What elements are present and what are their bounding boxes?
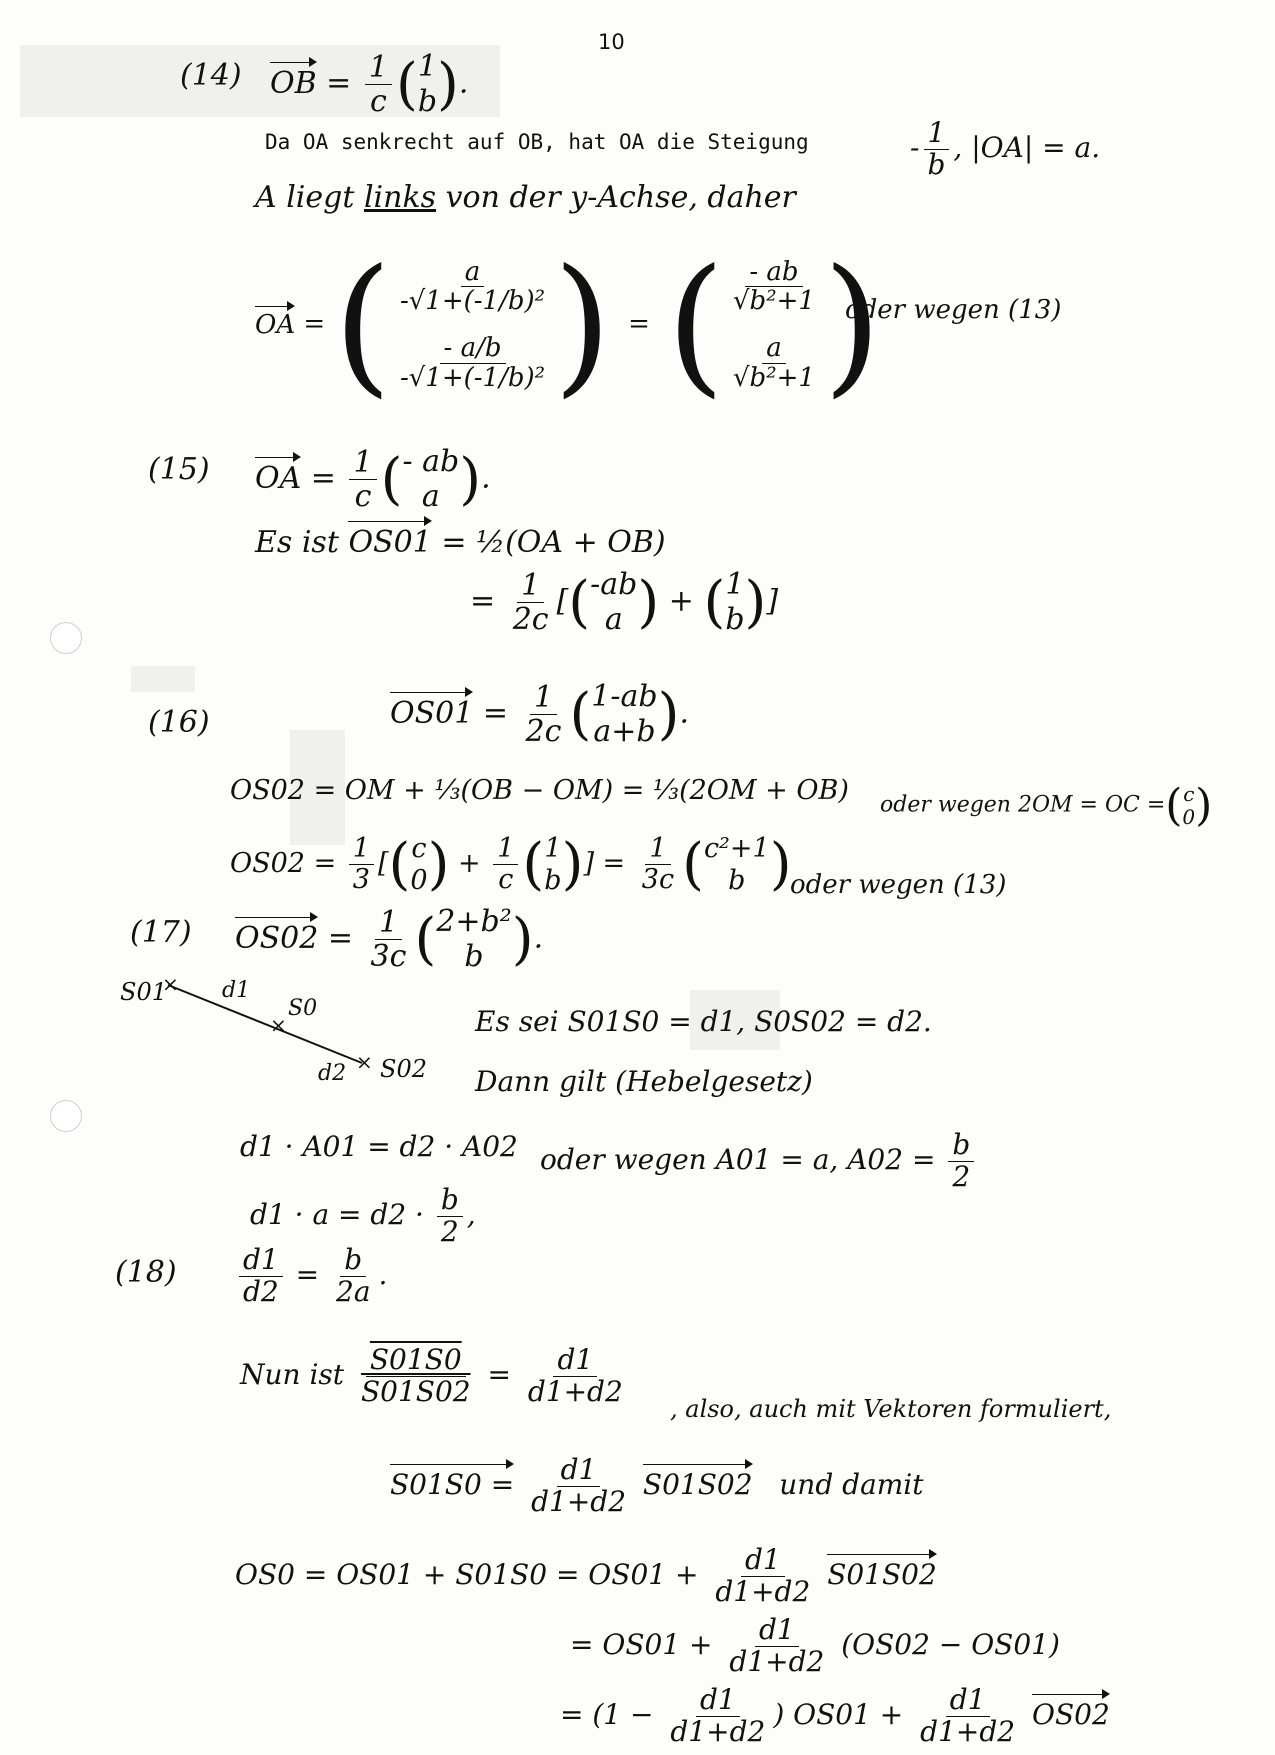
handwritten-line: d1 · a = d2 · $\frac{b}{2}$ , bbox=[250, 1183, 476, 1248]
equation-17: OS02 = $\frac{1}{3c}$ ( 2+b² b ). bbox=[235, 904, 544, 974]
equation-tag: (14) bbox=[180, 58, 242, 93]
handwritten-line: Es sei S01S0 = d1, S0S02 = d2. bbox=[475, 1005, 932, 1038]
equation-14: OB = $\frac{1}{c}$ ( 1 b ). bbox=[270, 49, 469, 119]
equation-tag: (17) bbox=[130, 915, 192, 950]
page-number: 10 bbox=[598, 30, 625, 54]
lever-line bbox=[168, 985, 362, 1063]
equation-tag: (16) bbox=[148, 705, 210, 740]
handwritten-line: Nun ist $\frac{S01S0}{S01S02}$ = $\frac{d1}{d1+d2}$ bbox=[240, 1343, 623, 1408]
handwritten-line: A liegt links von der y-Achse, daher bbox=[255, 180, 796, 215]
handwritten-line: S01S0 = $\frac{d1}{d1+d2}$ S01S02 und damit bbox=[390, 1453, 924, 1518]
equation-16: OS01 = $\frac{1}{2c}$ ( 1-ab a+b ). bbox=[390, 679, 690, 749]
handwritten-line: = OS01 + $\frac{d1}{d1+d2}$ (OS02 − OS01) bbox=[570, 1613, 1060, 1678]
cross-mark: × bbox=[356, 1050, 373, 1074]
label-s02: S02 bbox=[380, 1055, 427, 1083]
note-text: oder wegen A01 = a, A02 = $\frac{b}{2}$ bbox=[540, 1130, 978, 1193]
label-s01: S01 bbox=[120, 978, 167, 1006]
handwritten-line: Dann gilt (Hebelgesetz) bbox=[475, 1065, 813, 1098]
note-text: oder wegen (13) bbox=[845, 295, 1062, 325]
label-s0: S0 bbox=[288, 996, 318, 1021]
label-d2: d2 bbox=[318, 1061, 347, 1086]
typed-line: Da OA senkrecht auf OB, hat OA die Steigung bbox=[265, 130, 809, 154]
equation-tag: (15) bbox=[148, 452, 210, 487]
handwritten-line: = (1 − $\frac{d1}{d1+d2}$ ) OS01 + $\frac{d1}{d1+d2}$ OS02 bbox=[560, 1683, 1110, 1748]
handwritten-line: Es ist OS01 = ½(OA + OB) bbox=[255, 525, 666, 560]
equation-15: OA = $\frac{1}{c}$ ( - ab a ). bbox=[255, 444, 491, 514]
punch-hole bbox=[50, 1100, 82, 1132]
oa-matrix-equation: OA = ( $\frac{a}{\text{-√1+(-1/b)²}}$ $\frac{- a/b}{\text{-√1+(-1/b)²}}$ ) = ( $\frac{- ab}{\text{√b²+1}}$ $\frac{a}{\text{√b²+1}}$ ) bbox=[255, 238, 882, 412]
punch-hole bbox=[50, 622, 82, 654]
slope-value: - $\frac{1}{b}$ , |OA| = a. bbox=[910, 116, 1101, 181]
equation-tag: (18) bbox=[115, 1255, 177, 1290]
cross-mark: × bbox=[270, 1013, 287, 1037]
handwritten-line: OS0 = OS01 + S01S0 = OS01 + $\frac{d1}{d1+d2}$ S01S02 bbox=[235, 1543, 937, 1608]
label-d1: d1 bbox=[222, 978, 251, 1003]
lever-diagram bbox=[110, 965, 450, 1095]
note-text: , also, auch mit Vektoren formuliert, bbox=[670, 1395, 1112, 1423]
handwritten-line: OS02 = OM + ⅓(OB − OM) = ⅓(2OM + OB) bbox=[230, 775, 849, 806]
note-text: oder wegen (13) bbox=[790, 870, 1007, 900]
handwritten-line: = $\frac{1}{2c}$ [( -ab a ) + ( 1 b )] bbox=[470, 567, 779, 637]
cross-mark: × bbox=[162, 972, 179, 996]
equation-18: $\frac{d1}{d2}$ = $\frac{b}{2a}$ . bbox=[235, 1245, 387, 1308]
handwritten-line: d1 · A01 = d2 · A02 bbox=[240, 1130, 518, 1163]
tape-strip bbox=[131, 666, 195, 692]
note-text: oder wegen 2OM = OC =( c 0 ) bbox=[880, 780, 1213, 831]
handwritten-line: OS02 = $\frac{1}{3}$ [( c 0 ) + $\frac{1}{c}$ ( 1 b )] = $\frac{1}{3c}$ ( c²+1 b ) bbox=[230, 832, 792, 897]
